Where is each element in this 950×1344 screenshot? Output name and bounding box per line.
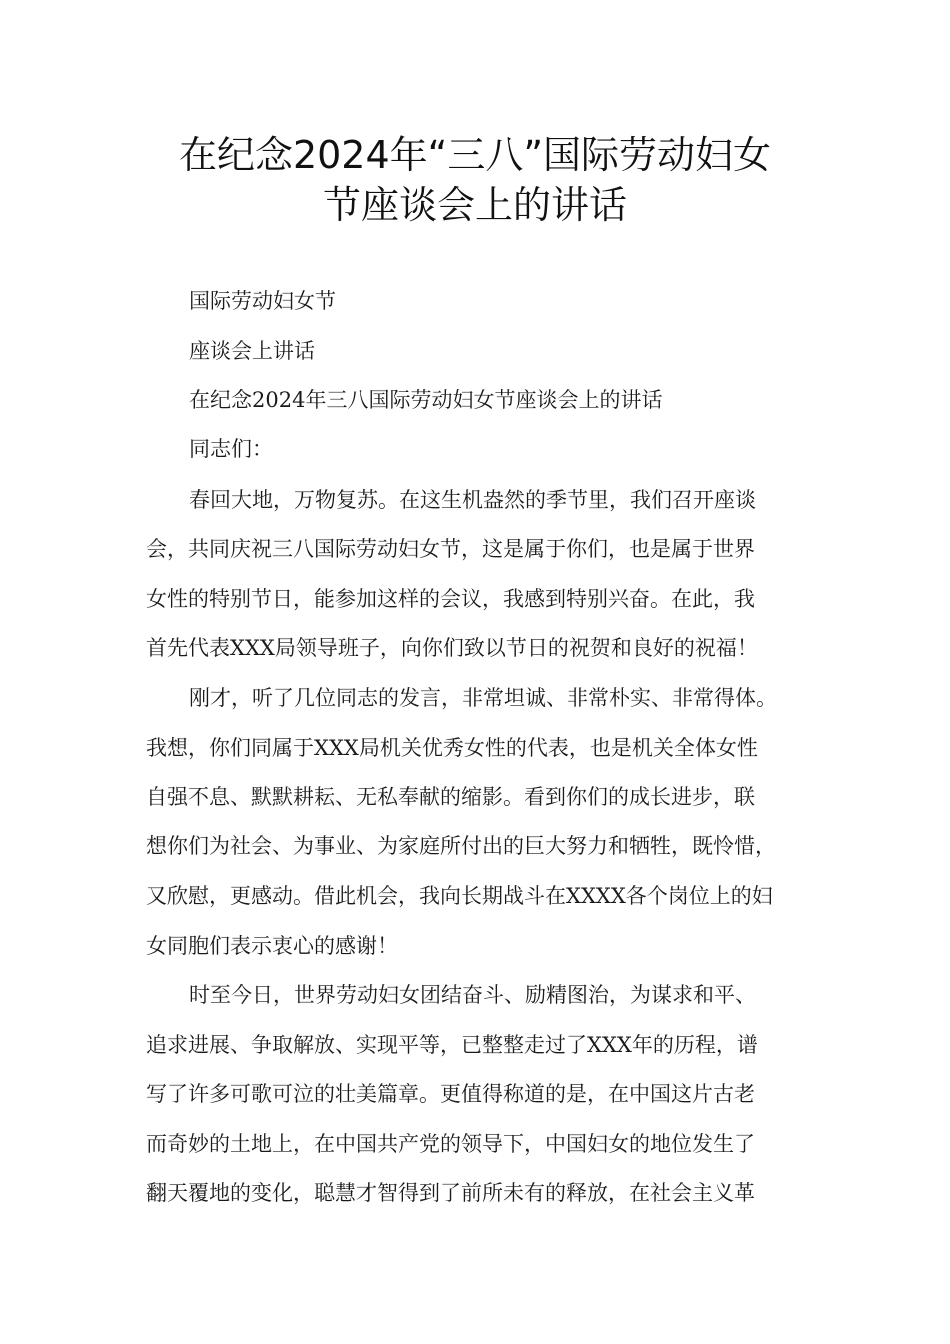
text-line: 刚才，听了几位同志的发言，非常坦诚、非常朴实、非常得体。	[189, 686, 777, 710]
text-line: 座谈会上讲话	[189, 339, 315, 363]
text-line: 我想，你们同属于XXX局机关优秀女性的代表，也是机关全体女性	[146, 736, 758, 760]
document-title-line-1: 在纪念2024年“三八”国际劳动妇女	[178, 133, 772, 177]
document-title-line-2: 节座谈会上的讲话	[322, 183, 627, 227]
text-line: 国际劳动妇女节	[189, 289, 336, 313]
text-line: 会，共同庆祝三八国际劳动妇女节，这是属于你们，也是属于世界	[146, 537, 755, 561]
text-line: 时至今日，世界劳动妇女团结奋斗、励精图治，为谋求和平、	[189, 983, 756, 1007]
text-line: 写了许多可歌可泣的壮美篇章。更值得称道的是，在中国这片古老	[146, 1082, 755, 1106]
text-line: 在纪念2024年三八国际劳动妇女节座谈会上的讲话	[189, 388, 663, 412]
text-line: 又欣慰，更感动。借此机会，我向长期战斗在XXXX各个岗位上的妇	[146, 884, 773, 908]
text-line: 女性的特别节日，能参加这样的会议，我感到特别兴奋。在此，我	[146, 587, 755, 611]
text-line: 追求进展、争取解放、实现平等，已整整走过了XXX年的历程，谱	[146, 1033, 758, 1057]
text-line: 翻天覆地的变化，聪慧才智得到了前所未有的释放，在社会主义革	[146, 1181, 755, 1205]
text-line: 想你们为社会、为事业、为家庭所付出的巨大努力和牺牲，既怜惜，	[146, 834, 776, 858]
text-line: 首先代表XXX局领导班子，向你们致以节日的祝贺和良好的祝福！	[146, 636, 758, 660]
text-line: 春回大地，万物复苏。在这生机盎然的季节里，我们召开座谈	[189, 488, 756, 512]
text-line: 自强不息、默默耕耘、无私奉献的缩影。看到你们的成长进步，联	[146, 785, 755, 809]
text-line: 而奇妙的土地上，在中国共产党的领导下，中国妇女的地位发生了	[146, 1132, 755, 1156]
text-line: 同志们：	[189, 437, 273, 461]
text-line: 女同胞们表示衷心的感谢！	[146, 934, 398, 958]
